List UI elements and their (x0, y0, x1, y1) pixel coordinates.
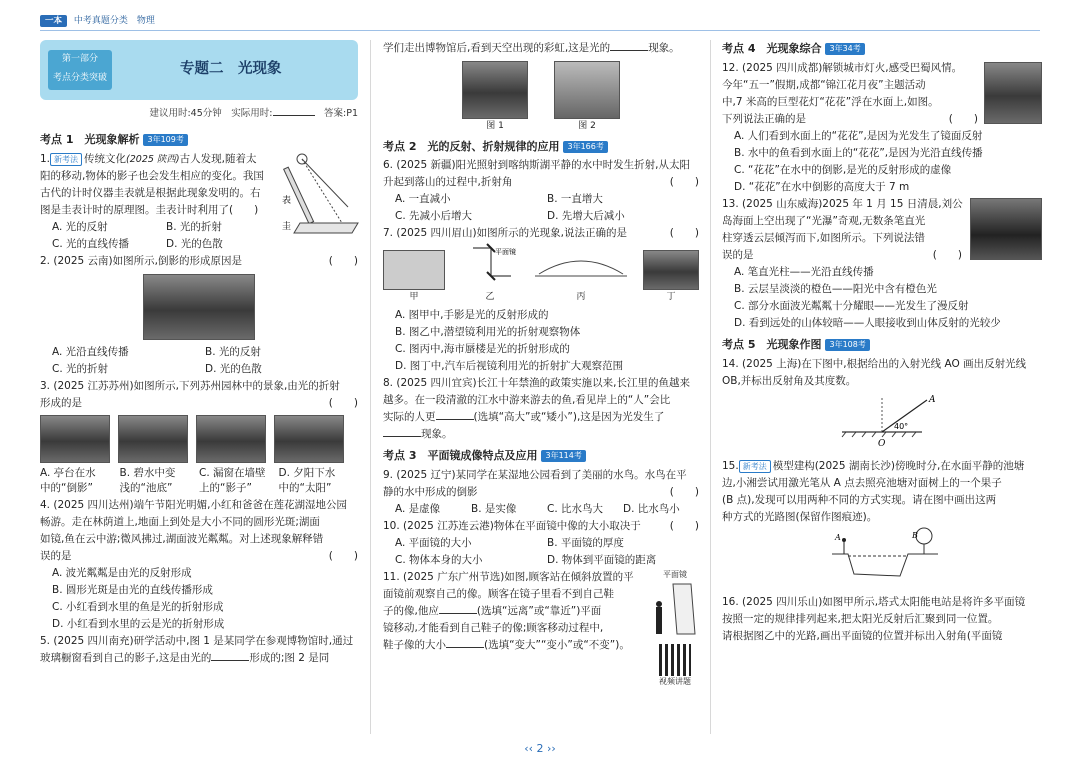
q-text: 边,小湘尝试用激光笔从 A 点去照亮池塘对面树上的一个果子 (722, 476, 1002, 489)
option-c[interactable]: C. 漏窗在墙壁 上的“影子” (199, 467, 266, 495)
part-label: 第一部分 (61, 54, 98, 64)
tree-crown (916, 528, 932, 544)
photo-a (40, 415, 110, 463)
customer-body (656, 607, 662, 634)
q-text: 玻璃橱窗看到自己的影子,这是由光的 (40, 651, 212, 664)
figure-caption: 丁 (666, 292, 676, 303)
q-text: 8. (2025 四川宜宾)长江十年禁渔的政策实施以来,长江里的鱼越来 (383, 376, 690, 389)
museum-photo (462, 61, 528, 119)
panda-lantern-photo (984, 62, 1042, 124)
figure-ding (643, 250, 699, 305)
kaodian-badge: 3年34考 (825, 43, 864, 55)
fill-blank[interactable] (439, 604, 477, 614)
question-3 (40, 378, 358, 496)
q-text: 形成的是 (40, 397, 82, 410)
option-b[interactable]: B. 水中的鱼看到水面上的“花花”,是因为光沿直线传播 (734, 146, 983, 159)
q-text: 误的是 (40, 549, 72, 562)
fill-blank[interactable] (446, 638, 484, 648)
kaodian-title: 考点 2 光的反射、折射规律的应用 (383, 139, 560, 153)
light-waterfall-photo (970, 198, 1042, 260)
options (383, 535, 699, 569)
q-text: 6. (2025 新疆)阳光照射到喀纳斯湖平静的水中时发生折射,从太阳 (383, 159, 690, 172)
periscope-diagram (461, 244, 519, 284)
q-text: (选填“变大”“变小”或“不变”)。 (484, 638, 630, 651)
q-text: 畅游。走在林荫道上,地面上到处是大小不同的圆形光斑;湖面 (40, 515, 320, 528)
option-d[interactable]: D. 光的色散 (166, 238, 223, 251)
kaodian-1-heading (40, 131, 358, 149)
q-text: 现象。 (648, 42, 680, 54)
q-text: 16. (2025 四川乐山)如图甲所示,塔式太阳能电站是将许多平面镜 (722, 595, 1026, 608)
answer-paren[interactable]: ( ) (669, 227, 699, 240)
question-2 (40, 253, 358, 378)
photo-c (196, 415, 266, 463)
question-5 (40, 633, 358, 667)
options (383, 191, 699, 225)
q3-photos (40, 415, 358, 463)
guibiao-diagram (280, 151, 358, 241)
q-text: 形成的;图 2 是同 (249, 651, 330, 664)
figure-jia (383, 250, 445, 305)
q-text: 3. (2025 江苏苏州)如图所示,下列苏州园林中的景象,由光的折射 (40, 380, 340, 393)
q-text: 9. (2025 辽宁)某同学在某湿地公园看到了美丽的水鸟。水鸟在平 (383, 468, 687, 481)
q-source: (2025 陕西) (126, 154, 180, 166)
option-c[interactable]: C. 光的折射 (52, 363, 109, 376)
option-c[interactable]: C. 小红看到水里的鱼是光的折射形成 (52, 600, 224, 613)
option-d[interactable]: D. 物体到平面镜的距离 (547, 553, 657, 566)
q11-figure (651, 569, 699, 689)
option-a[interactable]: A. 笔直光柱——光沿直线传播 (734, 265, 874, 278)
options (40, 344, 358, 378)
figure-yi (461, 244, 519, 305)
q-text: (2025 湖南长沙)傍晚时分,在水面平静的池塘 (814, 459, 1025, 472)
column-divider (710, 40, 711, 734)
figure-caption: 甲 (409, 292, 419, 303)
answer-ref: 答案:P1 (324, 108, 358, 119)
actual-time-label: 实际用时: (231, 108, 273, 119)
option-a[interactable]: A. 光的反射 (52, 221, 108, 234)
point-A-label: A (929, 394, 936, 405)
q-text: 误的是 (722, 248, 754, 261)
point-O-label: O (878, 438, 886, 449)
option-d[interactable]: D. 比水鸟小 (623, 502, 680, 515)
mirror-customer-diagram (651, 582, 699, 636)
option-a[interactable]: A. 人们看到水面上的“花花”,是因为光发生了镜面反射 (734, 129, 983, 142)
q-num: 15. (722, 459, 739, 472)
option-b[interactable]: B. 光的反射 (205, 346, 261, 359)
actual-time-blank[interactable] (273, 106, 315, 116)
customer-head (656, 601, 662, 607)
q-text: 7. (2025 四川眉山)如图所示的光现象,说法正确的是 (383, 227, 627, 240)
fill-blank[interactable] (211, 651, 249, 661)
answer-paren[interactable]: ( ) (669, 485, 699, 498)
label-gui: 圭 (282, 222, 292, 233)
new-method-tag: 新考法 (50, 153, 82, 166)
mirror-label: 平面镜 (663, 569, 687, 579)
mirror-label: 平面镜 (495, 248, 516, 257)
photo-d (274, 415, 344, 463)
options (383, 501, 699, 518)
q-text: 4. (2025 四川达州)端午节阳光明媚,小红和爸爸在莲花湖湿地公园 (40, 498, 347, 511)
answer-paren[interactable]: ( ) (669, 176, 699, 189)
question-15 (722, 458, 1042, 594)
page-number: ‹‹ 2 ›› (524, 742, 556, 756)
figure-2 (554, 61, 620, 134)
option-a[interactable]: A. 平面镜的大小 (395, 536, 472, 549)
q-text: 种方式的光路图(保留作图痕迹)。 (722, 510, 878, 523)
option-b[interactable]: B. 一直增大 (547, 193, 603, 206)
column-middle (383, 40, 699, 686)
header-title: 中考真题分类 物理 (73, 16, 155, 26)
kaodian-5-heading (722, 336, 1042, 354)
option-d[interactable]: D. 先增大后减小 (547, 210, 625, 223)
pond-outline (832, 554, 938, 576)
option-b[interactable]: B. 图乙中,潜望镜利用光的折射观察物体 (395, 325, 581, 338)
q-text: 子的像,他应 (383, 604, 439, 617)
q-text: 按照一定的规律排列起来,把太阳光反射后汇聚到同一位置。 (722, 612, 999, 625)
kaodian-3-heading (383, 447, 699, 465)
question-13 (722, 196, 1042, 332)
question-12 (722, 60, 1042, 196)
option-c[interactable]: C. 光的直线传播 (52, 238, 130, 251)
option-a[interactable]: A. 波光粼粼是由光的反射形成 (52, 566, 192, 579)
option-b[interactable]: B. 云层呈淡淡的橙色——阳光中含有橙色光 (734, 282, 937, 295)
part-box (48, 50, 112, 90)
kaodian-4-heading (722, 40, 1042, 58)
question-9 (383, 467, 699, 518)
kaodian-2-heading (383, 138, 699, 156)
rainbow-photo (554, 61, 620, 119)
option-b[interactable]: B. 平面镜的厚度 (547, 536, 624, 549)
q-text: 面镜前观察自己的像。顾客在镜子里看不到自己鞋 (383, 587, 614, 600)
answer-paren[interactable]: ( ) (328, 397, 358, 410)
kaodian-title: 考点 3 平面镜成像特点及应用 (383, 448, 538, 462)
column-right (722, 40, 1042, 645)
option-a[interactable]: A. 光沿直线传播 (52, 346, 129, 359)
q-text: 岛海面上空出现了“光瀑”奇观,无数条笔直光 (722, 214, 926, 227)
time-suggestion (40, 106, 358, 121)
qr-caption: 视频讲题 (659, 676, 691, 686)
question-1 (40, 151, 358, 253)
q-text: 14. (2025 上海)在下图中,根据给出的入射光线 AO 画出反射光线 (722, 357, 1027, 370)
brand-logo: 一本 (40, 15, 67, 27)
point-B-label: B (912, 530, 918, 540)
q-text: 11. (2025 广东广州节选)如图,顾客站在倾斜放置的平 (383, 570, 634, 583)
qr-code[interactable] (659, 644, 691, 676)
option-d[interactable]: D. 图丁中,汽车后视镜利用光的折射扩大观察范围 (395, 359, 624, 372)
topic-title: 专题二 光现象 (180, 61, 282, 77)
tag-label: 模型建构 (772, 459, 815, 472)
option-b[interactable]: B. 是实像 (471, 502, 517, 515)
mirage-diagram (535, 244, 627, 284)
point-A-label: A (835, 532, 841, 542)
figure-caption: 图 2 (578, 121, 596, 131)
q-text: 5. (2025 四川南充)研学活动中,图 1 是某同学在参观博物馆时,通过 (40, 634, 354, 647)
rearview-mirror-photo (643, 250, 699, 290)
question-10 (383, 518, 699, 569)
figure-caption: 丙 (576, 292, 586, 303)
kaodian-badge: 3年109考 (143, 134, 187, 146)
question-7 (383, 225, 699, 375)
reflection-photo (143, 274, 255, 340)
category-label: 考点分类突破 (52, 73, 107, 83)
suggested-time: 建议用时:45分钟 (149, 108, 222, 119)
q-text: 升起到落山的过程中,折射角 (383, 176, 513, 189)
fill-blank[interactable] (436, 410, 474, 420)
answer-paren[interactable]: ( ) (328, 549, 358, 562)
q5-figures (383, 61, 699, 134)
fill-blank[interactable] (383, 427, 421, 437)
q-text: 学们走出博物馆后,看到天空出现的彩虹,这是光的 (383, 42, 611, 54)
header-rule (40, 30, 1040, 31)
kaodian-title: 考点 4 光现象综合 (722, 42, 822, 55)
q-text: 请根据图乙中的光路,画出平面镜的位置并标出入射角(平面镜 (722, 629, 1003, 642)
q-text: 古人发现,随着太 (179, 153, 257, 166)
column-left (40, 40, 358, 667)
q-text: 如镜,鱼在云中游;微风拂过,湖面波光粼粼。对上述现象解释错 (40, 532, 324, 545)
answer-paren[interactable]: ( ) (948, 112, 978, 125)
question-8 (383, 375, 699, 443)
option-a[interactable]: A. 一直减小 (395, 193, 451, 206)
kaodian-badge: 3年166考 (563, 141, 607, 153)
kaodian-badge: 3年114考 (541, 450, 585, 462)
q-text: 阳的移动,物体的影子也会发生相应的变化。我国 (40, 170, 264, 183)
option-c[interactable]: C. “花花”在水中的倒影,是光的反射形成的虚像 (734, 163, 952, 176)
option-c[interactable]: C. 部分水面波光粼粼十分耀眼——光发生了漫反射 (734, 299, 969, 312)
q-text: 柱穿透云层倾泻而下,如图所示。下列说法错 (722, 231, 925, 244)
tag-label: 传统文化 (84, 153, 127, 166)
person-head (842, 538, 846, 542)
mirror-hatching (842, 432, 916, 437)
option-c[interactable]: C. 比水鸟大 (547, 502, 604, 515)
option-b[interactable]: B. 圆形光斑是由光的直线传播形成 (52, 583, 213, 596)
figure-bing (535, 244, 627, 305)
q-text: 鞋子像的大小 (383, 638, 446, 651)
option-c[interactable]: C. 物体本身的大小 (395, 553, 483, 566)
option-a[interactable]: A. 是虚像 (395, 502, 441, 515)
question-4 (40, 497, 358, 633)
options (40, 219, 280, 253)
q-text: 实际的人更 (383, 410, 436, 423)
q-text: (选填“远离”或“靠近”)平面 (476, 604, 602, 617)
option-b[interactable]: B. 光的折射 (166, 221, 222, 234)
question-14 (722, 356, 1042, 458)
column-divider (370, 40, 371, 734)
option-a[interactable]: A. 图甲中,手影是光的反射形成的 (395, 308, 549, 321)
figure-1 (462, 61, 528, 134)
kaodian-title: 考点 1 光现象解析 (40, 133, 140, 147)
page-number-value: 2 (536, 742, 544, 756)
mirage-curve (539, 261, 623, 274)
hand-shadow-photo (383, 250, 445, 290)
q-text: 图是圭表计时的原理图。圭表计时利用了( ) (40, 204, 259, 217)
option-d[interactable]: D. 光的色散 (205, 363, 262, 376)
q-text: 镜移动,才能看到自己鞋子的像;顾客移动过程中, (383, 621, 604, 634)
option-a[interactable]: A. 亭台在水 中的“倒影” (40, 467, 96, 495)
answer-paren[interactable]: ( ) (669, 519, 699, 532)
figure-caption: 图 1 (486, 121, 504, 131)
tilted-mirror (673, 584, 695, 634)
q-text: (选填“高大”或“矮小”),这是因为光发生了 (473, 410, 665, 423)
photo-b (118, 415, 188, 463)
figure-caption: 乙 (485, 292, 495, 303)
q-text: 2. (2025 云南)如图所示,倒影的形成原因是 (40, 255, 242, 268)
q-text: 下列说法正确的是 (722, 112, 806, 125)
reflection-diagram[interactable] (722, 390, 1042, 452)
q-text: 古代的计时仪器圭表就是根据此现象发明的。右 (40, 187, 261, 200)
fill-blank[interactable] (610, 41, 648, 51)
q-text: 12. (2025 四川成都)解锁城市灯火,感受巴蜀风情。 (722, 61, 963, 74)
sunray (302, 159, 348, 207)
kaodian-badge: 3年108考 (825, 339, 869, 351)
pond-diagram[interactable] (722, 526, 1042, 588)
q-text: 静的水中形成的倒影 (383, 485, 478, 498)
answer-paren[interactable]: ( ) (932, 248, 962, 261)
option-d[interactable]: D. 夕阳下水 中的“太阳” (278, 467, 336, 495)
new-method-tag: 新考法 (739, 460, 771, 473)
option-d[interactable]: D. “花花”在水中倒影的高度大于 7 m (734, 180, 910, 193)
answer-paren[interactable]: ( ) (328, 255, 358, 268)
gui-base (294, 223, 358, 233)
question-11 (383, 569, 699, 686)
q-text: 13. (2025 山东威海)2025 年 1 月 15 日清晨,刘公 (722, 197, 963, 210)
option-b[interactable]: B. 碧水中变 浅的“池底” (119, 467, 176, 495)
label-biao: 表 (282, 196, 292, 207)
q-num: 1. (40, 153, 51, 166)
option-c[interactable]: C. 图丙中,海市蜃楼是光的折射形成的 (395, 342, 570, 355)
q-text: 中,7 米高的巨型花灯“花花”浮在水面上,如图。 (722, 95, 939, 108)
options (40, 466, 358, 496)
q-text: 越多。在一段清澈的江水中游来游去的鱼,看见岸上的“人”会比 (383, 393, 671, 406)
page-header (40, 14, 1040, 28)
q-text: 现象。 (421, 427, 453, 440)
q-text: 10. (2025 江苏连云港)物体在平面镜中像的大小取决于 (383, 519, 641, 532)
kaodian-title: 考点 5 光现象作图 (722, 337, 822, 351)
q7-figures (383, 244, 699, 305)
question-6 (383, 157, 699, 225)
q-text: 今年“五一”假期,成都“锦江花月夜”主题活动 (722, 78, 926, 91)
option-d[interactable]: D. 看到远处的山体较暗——人眼接收到山体反射的光较少 (734, 316, 1001, 329)
option-c[interactable]: C. 先减小后增大 (395, 210, 473, 223)
topic-banner (40, 40, 358, 100)
angle-label: 40° (894, 421, 909, 431)
q-text: OB,并标出反射角及其度数。 (722, 374, 857, 387)
q-text: (B 点),发现可以用两种不同的方式实现。请在图中画出这两 (722, 493, 997, 506)
option-d[interactable]: D. 小红看到水里的云是光的折射形成 (52, 617, 225, 630)
question-16 (722, 594, 1042, 645)
